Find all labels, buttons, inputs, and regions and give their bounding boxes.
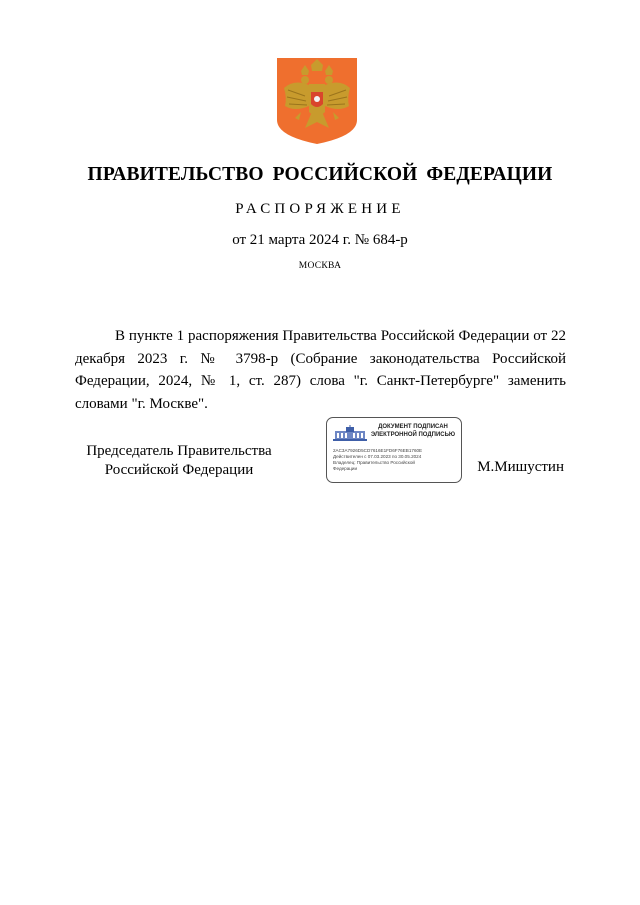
document-body-paragraph: В пункте 1 распоряжения Правительства Российской Федерации от 22 декабря 2023 г. № 3798-р (Собрание законодательства Российской Федерации, 2024, № 1, ст. 287) слова "г. Санкт-Петербурге" заменить словами "г. Москве". bbox=[75, 328, 566, 412]
electronic-signature-stamp bbox=[326, 417, 462, 483]
esign-validity: Действителен с 07.03.2023 по 30.05.2024 bbox=[333, 454, 422, 459]
signer-name: М.Мишустин bbox=[477, 459, 564, 475]
esign-owner-line2: Федерации bbox=[333, 466, 358, 471]
esign-certificate-number: 2AC3A7926D5CD7616E1FD6F76EB1760E bbox=[333, 448, 423, 453]
government-title: ПРАВИТЕЛЬСТВО РОССИЙСКОЙ ФЕДЕРАЦИИ bbox=[87, 164, 553, 185]
signer-position-line1: Председатель Правительства bbox=[86, 443, 272, 459]
document-city: МОСКВА bbox=[298, 261, 342, 271]
esign-title-line2: ЭЛЕКТРОННОЙ ПОДПИСЬЮ bbox=[370, 431, 456, 438]
esign-title bbox=[367, 424, 459, 439]
esign-owner-line1: Владелец: Правительство Российской bbox=[333, 460, 415, 465]
russian-coat-of-arms-icon bbox=[275, 56, 359, 146]
signer-position-line2: Российской Федерации bbox=[104, 462, 254, 478]
signer-position bbox=[70, 442, 288, 480]
document-type: РАСПОРЯЖЕНИЕ bbox=[235, 201, 405, 217]
government-building-icon bbox=[333, 425, 367, 441]
esign-title-line1: ДОКУМЕНТ ПОДПИСАН bbox=[378, 424, 448, 430]
document-date-number: от 21 марта 2024 г. № 684-р bbox=[232, 232, 408, 248]
